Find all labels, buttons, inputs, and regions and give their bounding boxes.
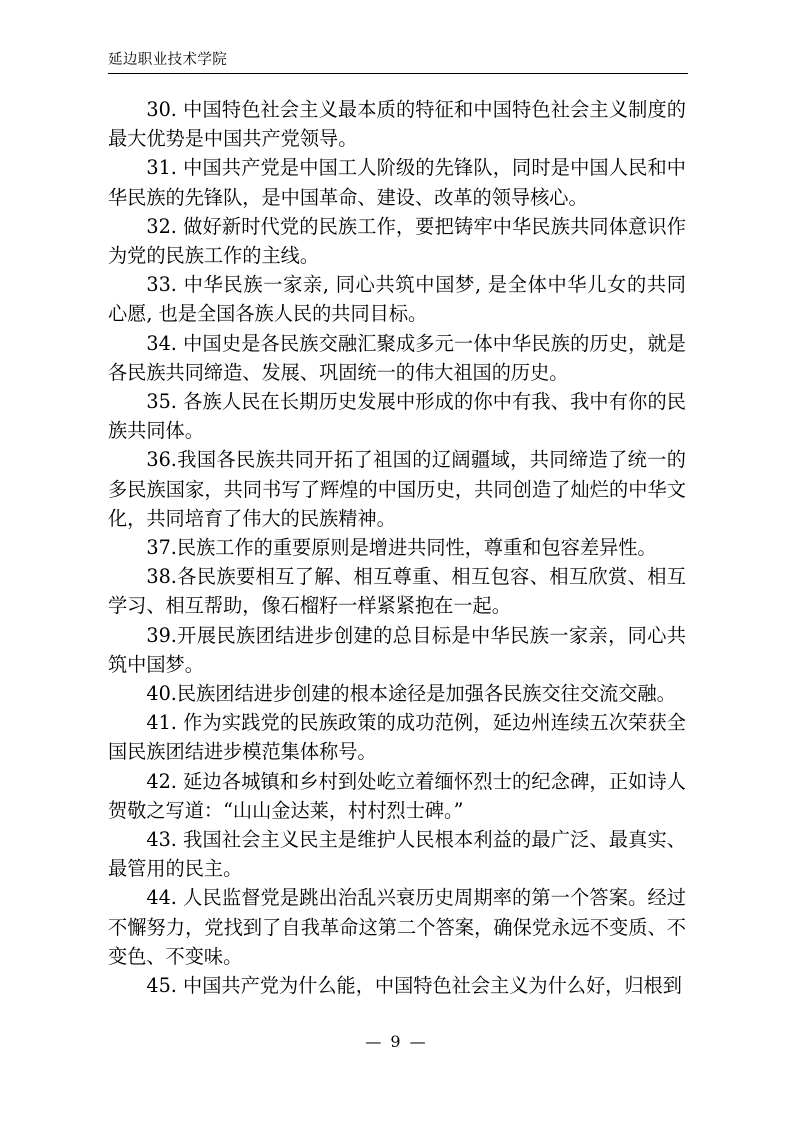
- body-paragraph: 32. 做好新时代党的民族工作，要把铸牢中华民族共同体意识作为党的民族工作的主线。: [108, 214, 686, 268]
- page-number: — 9 —: [365, 1032, 428, 1051]
- body-paragraph: 42. 延边各城镇和乡村到处屹立着缅怀烈士的纪念碑，正如诗人贺敬之写道：“山山金达莱，村村烈士碑。”: [108, 769, 686, 822]
- header-institution-name: 延边职业技术学院: [108, 52, 228, 68]
- body-paragraph: 37.民族工作的重要原则是增进共同性，尊重和包容差异性。: [146, 536, 657, 560]
- body-paragraph: 41. 作为实践党的民族政策的成功范例，延边州连续五次荣获全国民族团结进步模范集体称号。: [108, 711, 686, 764]
- body-paragraph: 36.我国各民族共同开拓了祖国的辽阔疆域，共同缔造了统一的多民族国家，共同书写了辉煌的中国历史，共同创造了灿烂的中华文化，共同培育了伟大的民族精神。: [108, 448, 686, 530]
- body-paragraph: 33. 中华民族一家亲, 同心共筑中国梦, 是全体中华儿女的共同心愿, 也是全国各族人民的共同目标。: [108, 273, 686, 326]
- body-paragraph: 44. 人民监督党是跳出治乱兴衰历史周期率的第一个答案。经过不懈努力，党找到了自我革命这第二个答案，确保党永远不变质、不变色、不变味。: [108, 886, 686, 968]
- header-divider-rule: [108, 73, 688, 74]
- body-paragraph: 39.开展民族团结进步创建的总目标是中华民族一家亲，同心共筑中国梦。: [108, 623, 686, 676]
- document-body: [108, 95, 686, 1000]
- body-paragraph: 38.各民族要相互了解、相互尊重、相互包容、相互欣赏、相互学习、相互帮助，像石榴籽一样紧紧抱在一起。: [108, 565, 686, 618]
- running-header: [108, 50, 688, 74]
- body-paragraph: 30. 中国特色社会主义最本质的特征和中国特色社会主义制度的最大优势是中国共产党领导。: [108, 98, 686, 151]
- body-paragraph: 34. 中国史是各民族交融汇聚成多元一体中华民族的历史，就是各民族共同缔造、发展、巩固统一的伟大祖国的历史。: [108, 331, 686, 384]
- body-paragraph: 45. 中国共产党为什么能，中国特色社会主义为什么好，归根到: [146, 974, 682, 998]
- page-footer: [0, 1032, 793, 1052]
- body-paragraph: 43. 我国社会主义民主是维护人民根本利益的最广泛、最真实、最管用的民主。: [108, 828, 686, 881]
- body-paragraph: 35. 各族人民在长期历史发展中形成的你中有我、我中有你的民族共同体。: [108, 390, 686, 443]
- body-paragraph: 31. 中国共产党是中国工人阶级的先锋队，同时是中国人民和中华民族的先锋队，是中国革命、建设、改革的领导核心。: [108, 156, 686, 209]
- body-paragraph: 40.民族团结进步创建的根本途径是加强各民族交往交流交融。: [146, 682, 676, 706]
